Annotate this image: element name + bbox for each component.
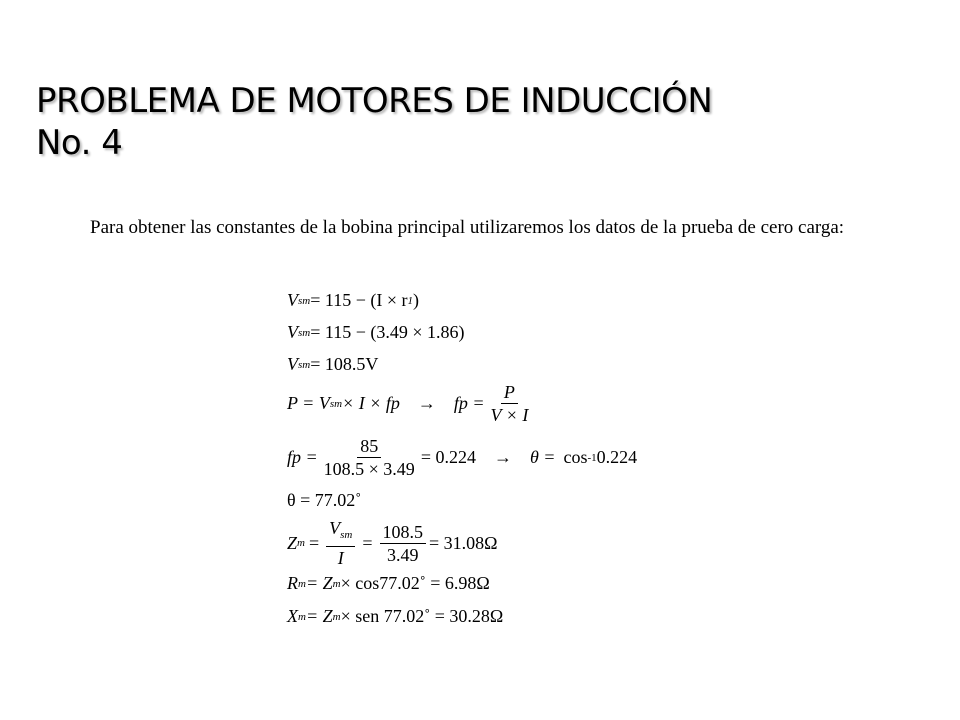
eq7-fraction-2 [380,522,427,565]
eq5-fraction [321,436,418,479]
eq7-num1: V [329,518,341,538]
eq5-inverse: -1 [587,451,597,464]
equation-xm [287,606,503,627]
eq3-lhs-sub: sm [298,358,311,371]
eq4-left: P = V [287,393,330,413]
eq3-rhs: = 108.5V [310,354,379,374]
eq8-rhs: × cos77.02˚ = 6.98Ω [340,573,490,593]
eq3-lhs: V [287,354,298,374]
eq8-mid: = Z [305,573,333,593]
eq4-left-sub: sm [329,397,343,410]
eq5-val: 0.224 [596,447,638,467]
eq5-theta: θ = [529,447,556,467]
eq4-num: P [501,382,518,404]
equation-vsm-result [287,354,378,375]
eq7-result: = 31.08Ω [429,532,498,553]
eq5-den: 108.5 × 3.49 [323,459,415,479]
eq7-num1-sub: sm [340,529,353,541]
eq4-left-rest: × I × fp [342,393,400,413]
eq7-eq1: = [308,532,320,553]
equation-rm [287,573,490,594]
eq5-num: 85 [357,436,381,458]
eq1-lhs: V [287,290,298,310]
title-line-1: PROBLEMA DE MOTORES DE INDUCCIÓN [36,81,713,121]
eq9-mid-sub: m [332,610,341,623]
eq9-rhs: × sen 77.02˚ = 30.28Ω [340,606,504,626]
eq2-rhs: = 115 − (3.49 × 1.86) [310,322,465,342]
title-line-2: No. 4 [36,123,123,163]
eq2-lhs: V [287,322,298,342]
equation-power-factor [287,382,534,425]
intro-paragraph: Para obtener las constantes de la bobina principal utilizaremos los datos de la prueba de cero carga: [90,217,845,238]
eq2-lhs-sub: sm [298,326,311,339]
eq1-lhs-sub: sm [298,294,311,307]
equation-vsm-formula [287,290,419,311]
eq4-den: V × I [490,405,529,425]
eq7-den2: 3.49 [387,544,419,565]
eq9-lhs: X [287,606,298,626]
eq7-lhs-sub: m [297,537,305,549]
eq5-cos: cos [563,447,588,467]
eq6-text: θ = 77.02˚ [287,490,362,510]
eq7-num2: 108.5 [380,522,427,544]
eq1-close: ) [413,290,420,310]
eq8-mid-sub: m [332,577,341,590]
eq1-rhs: = 115 − (I × r [310,290,408,310]
eq7-eq2: = [362,532,373,553]
eq7-fraction-1 [326,518,355,568]
equation-zm [287,518,498,568]
eq8-lhs: R [287,573,298,593]
eq7-lhs: Z [287,532,298,553]
slide-title [36,80,712,164]
eq8-lhs-sub: m [298,577,306,590]
equation-vsm-substitution [287,322,465,343]
eq5-result: = 0.224 [420,447,476,467]
eq9-lhs-sub: m [298,610,306,623]
eq5-arrow: → [493,447,512,467]
eq4-fraction [488,382,532,425]
eq9-mid: = Z [305,606,333,626]
eq4-fp: fp = [453,393,485,413]
eq4-arrow: → [417,393,436,413]
equation-fp-value [287,436,637,479]
eq5-fp: fp = [287,447,318,467]
equation-theta-result [287,490,361,511]
eq7-den1: I [337,548,344,568]
eq1-r-sub: 1 [407,294,414,307]
